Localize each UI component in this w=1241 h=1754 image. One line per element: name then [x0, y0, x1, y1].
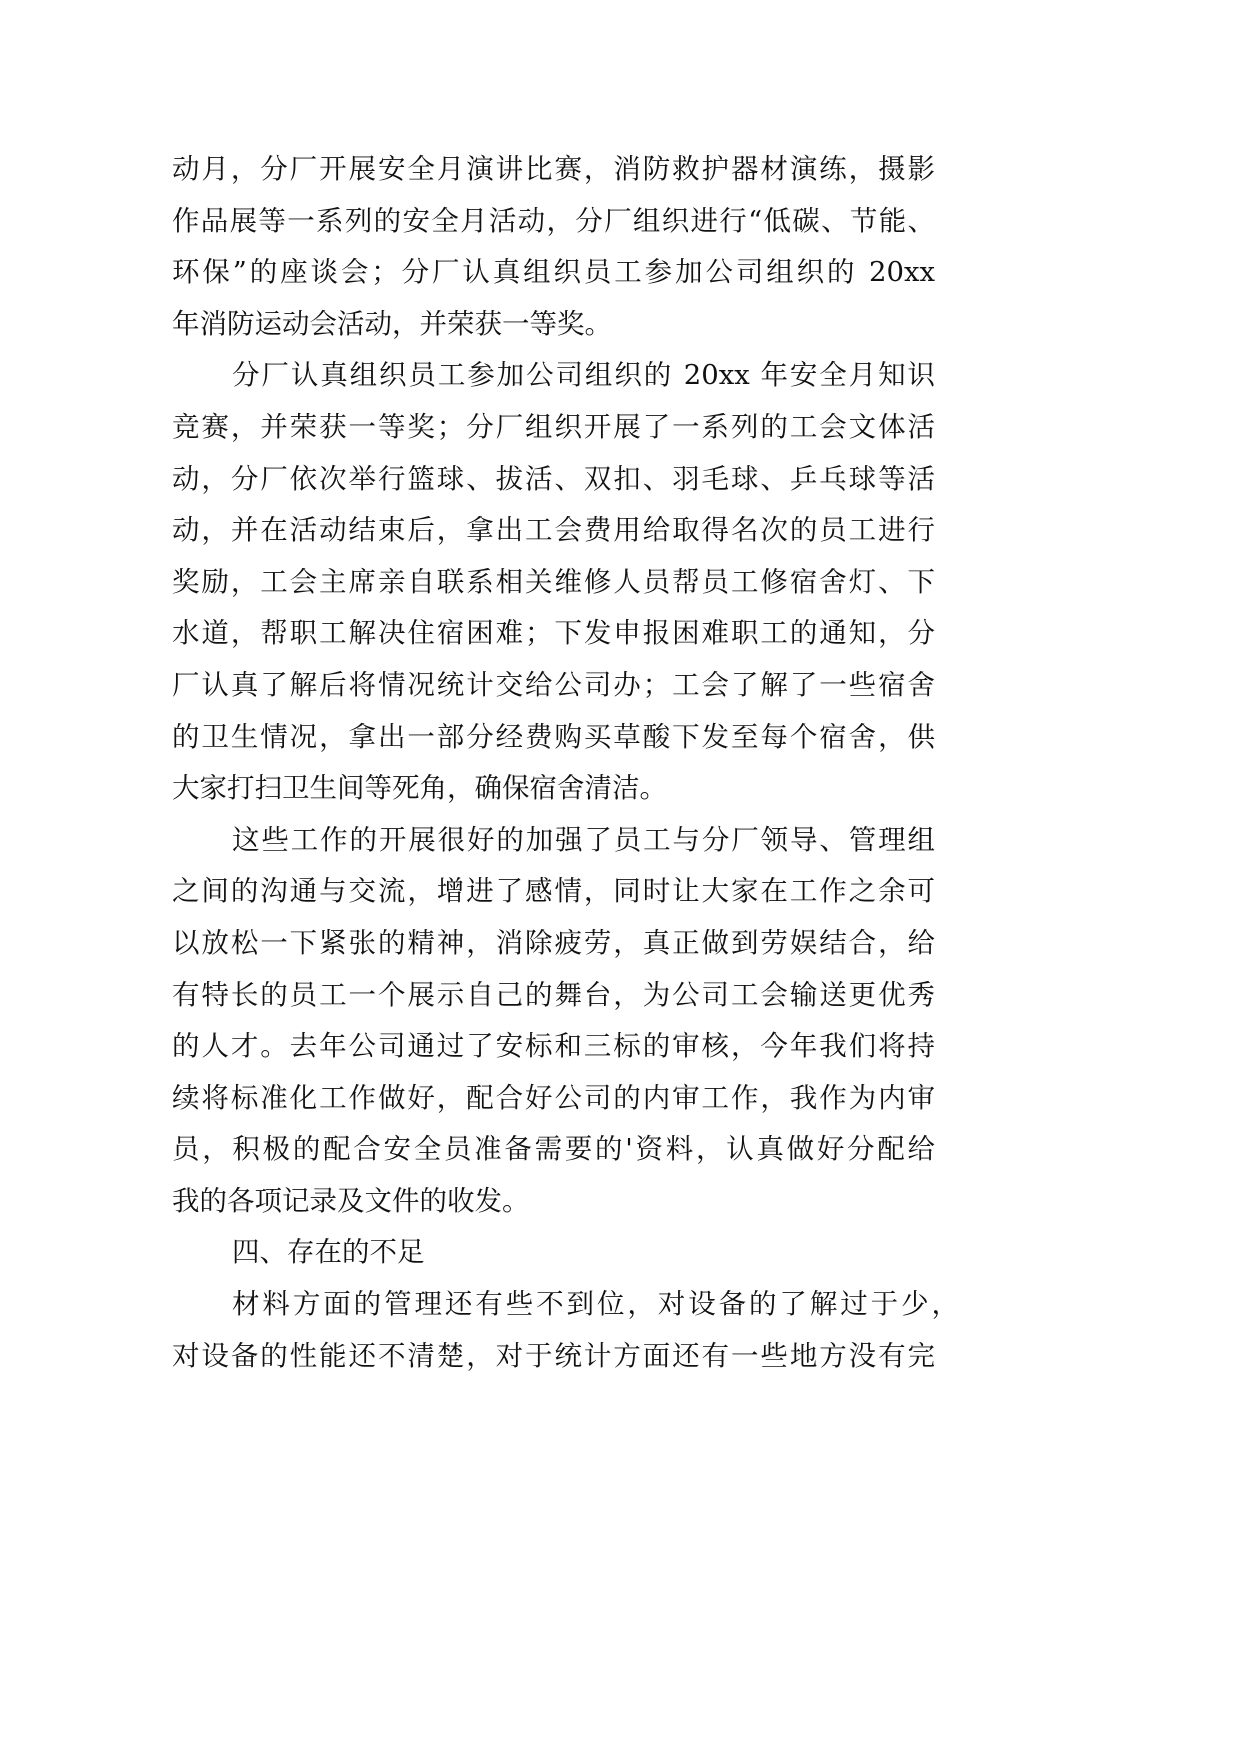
section-heading: 四、存在的不足	[232, 1236, 425, 1269]
paragraph	[172, 144, 935, 350]
text-line: 大家打扫卫生间等死角，确保宿舍清洁。	[172, 772, 667, 805]
text-line: 动月，分厂开展安全月演讲比赛，消防救护器材演练，摄影	[172, 153, 935, 185]
text-line: 环保”的座谈会；分厂认真组织员工参加公司组织的 20xx	[172, 256, 935, 289]
text-line: 对设备的性能还不清楚，对于统计方面还有一些地方没有完	[172, 1339, 935, 1372]
text-line: 以放松一下紧张的精神，消除疲劳，真正做到劳娱结合，给	[172, 926, 935, 959]
paragraph	[172, 1279, 959, 1382]
text-line: 分厂认真组织员工参加公司组织的 20xx 年安全月知识	[232, 359, 935, 392]
text-line: 动，分厂依次举行篮球、拔活、双扣、羽毛球、乒乓球等活	[172, 462, 935, 495]
text-line: 作品展等一系列的安全月活动，分厂组织进行“低碳、节能、	[172, 204, 935, 237]
paragraph	[172, 815, 935, 1228]
document-page	[172, 144, 959, 1382]
text-line: 之间的沟通与交流，增进了感情，同时让大家在工作之余可	[172, 875, 935, 908]
paragraph	[172, 350, 935, 814]
text-line: 材料方面的管理还有些不到位，对设备的了解过于少，	[232, 1288, 959, 1321]
text-line: 续将标准化工作做好，配合好公司的内审工作，我作为内审	[172, 1081, 935, 1114]
text-line: 的卫生情况，拿出一部分经费购买草酸下发至每个宿舍，供	[172, 720, 935, 753]
text-line: 的人才。去年公司通过了安标和三标的审核，今年我们将持	[172, 1030, 935, 1063]
text-line: 厂认真了解后将情况统计交给公司办；工会了解了一些宿舍	[172, 668, 935, 701]
text-line: 员，积极的配合安全员准备需要的'资料，认真做好分配给	[172, 1133, 935, 1166]
text-line: 年消防运动会活动，并荣获一等奖。	[172, 307, 612, 340]
text-line: 这些工作的开展很好的加强了员工与分厂领导、管理组	[232, 823, 935, 856]
text-line: 奖励，工会主席亲自联系相关维修人员帮员工修宿舍灯、下	[172, 565, 935, 598]
text-line: 竞赛，并荣获一等奖；分厂组织开展了一系列的工会文体活	[172, 410, 935, 443]
text-line: 动，并在活动结束后，拿出工会费用给取得名次的员工进行	[172, 514, 935, 547]
text-line: 我的各项记录及文件的收发。	[172, 1184, 530, 1217]
text-line: 水道，帮职工解决住宿困难；下发申报困难职工的通知，分	[172, 617, 935, 650]
text-line: 有特长的员工一个展示自己的舞台，为公司工会输送更优秀	[172, 978, 935, 1011]
